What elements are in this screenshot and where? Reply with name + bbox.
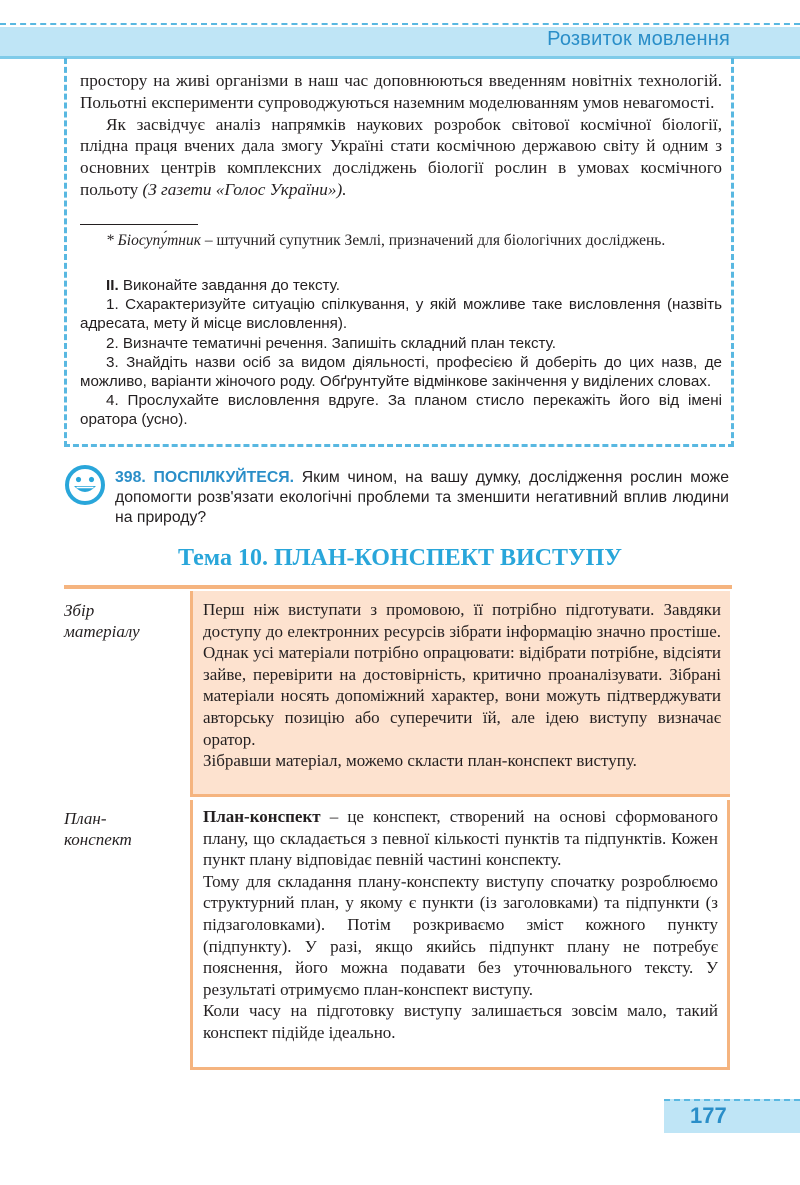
row-label-line: Збір <box>64 601 95 620</box>
footnote-term: * Біосупу́тник <box>106 232 201 249</box>
article-paragraph <box>80 114 722 201</box>
row-label-line: конспект <box>64 830 132 849</box>
article-paragraph-text: Як засвідчує аналіз напрямків наукових розробок світової космічної біології, плідна праця вчених дала змогу Україні стати космічною державою світу й одним з основних центрів комплексних досліджень біології рослин в умовах космічного польоту <box>80 114 722 199</box>
cell-paragraph: Коли часу на підготовку виступу залишається зовсім мало, такий конспект підійде ідеально. <box>203 1001 718 1042</box>
footnote <box>80 231 722 250</box>
article-paragraph: простору на живі організми в наш час доповнюються введенням новітніх технологій. Польотні експерименти супроводжуються наземним моделюванням умов невагомості. <box>80 71 722 112</box>
footnote-text: – штучний супутник Землі, призначений для біологічних досліджень. <box>201 232 666 249</box>
article-text <box>80 70 722 201</box>
task-list <box>80 276 722 430</box>
page-number: 177 <box>690 1103 727 1128</box>
cell-paragraph: Тому для складання плану-конспекту виступу спочатку розроблюємо структурний план, у якому є пункти (із заголовками) та підпункти (з підзаголовками). Потім розкриваємо зміст кожного пункту (підпункту). У разі, якщо якийсь підпункт плану не потребує пояснення, його можна подавати без уточнювального тексту. У результаті отримуємо план-конспект виступу. <box>203 871 718 999</box>
article-source: (З газети «Голос України»). <box>142 179 347 199</box>
definition-term: План-конспект <box>203 807 321 826</box>
cell-paragraph: Зібравши матеріал, можемо скласти план-конспект виступу. <box>203 751 637 771</box>
exercise-number: 398. <box>115 469 146 486</box>
task-item: 4. Прослухайте висловлення вдруге. За планом стисло перекажіть його від імені оратора (усно). <box>80 392 722 429</box>
task-item: 2. Визначте тематичні речення. Запишіть складний план тексту. <box>106 334 556 352</box>
section-title: Розвиток мовлення <box>547 28 730 50</box>
footnote-rule <box>80 224 198 225</box>
task-heading-text: Виконайте завдання до тексту. <box>118 277 340 294</box>
topic-title: Тема 10. ПЛАН-КОНСПЕКТ ВИСТУПУ <box>178 545 622 571</box>
table-cell-material <box>190 591 730 797</box>
cell-paragraph: Перш ніж виступати з промовою, її потрібно підготувати. Завдяки доступу до електронних ресурсів зібрати інформацію значно простіше. Однак усі матеріали потрібно опрацювати: відібрати потрібне, відсіяти зайве, перевірити на достовірність, критично проаналізувати. Зібрані матеріали носять допоміжний характер, вони можуть підтверджувати авторську позицію або суперечити їй, але ідею виступу визначає оратор. <box>203 600 721 749</box>
smiley-icon <box>64 464 106 506</box>
table-top-rule <box>64 585 732 589</box>
exercise-keyword: ПОСПІЛКУЙТЕСЯ. <box>153 469 294 486</box>
task-heading <box>80 276 722 295</box>
exercise-text: Яким чином, на вашу думку, дослідження рослин може допомогти розв'язати екологічні проблеми та зменшити негативний вплив людини на природу? <box>115 469 730 526</box>
task-heading-number: ІІ. <box>106 277 119 294</box>
exercise-398 <box>115 468 729 528</box>
cell-paragraph <box>203 806 718 871</box>
table-cell-plan <box>190 800 730 1070</box>
row-label-material <box>64 600 140 642</box>
row-label-line: План- <box>64 809 107 828</box>
definition-text: – це конспект, створений на основі сформованого плану, що складається з певної кількості пунктів та підпунктів. Кожен пункт плану відповідає певній частині конспекту. <box>203 807 718 870</box>
task-item: 3. Знайдіть назви осіб за видом діяльності, професією й доберіть до цих назв, де можливо, варіанти жіночого роду. Обґрунтуйте відмінкове закінчення у виділених словах. <box>80 353 722 391</box>
task-item: 1. Схарактеризуйте ситуацію спілкування, у якій можливе таке висловлення (назвіть адресата, мету й місце висловлення). <box>80 296 722 333</box>
row-label-line: матеріалу <box>64 622 140 641</box>
row-label-plan <box>64 808 132 850</box>
page-number-band <box>664 1099 800 1133</box>
